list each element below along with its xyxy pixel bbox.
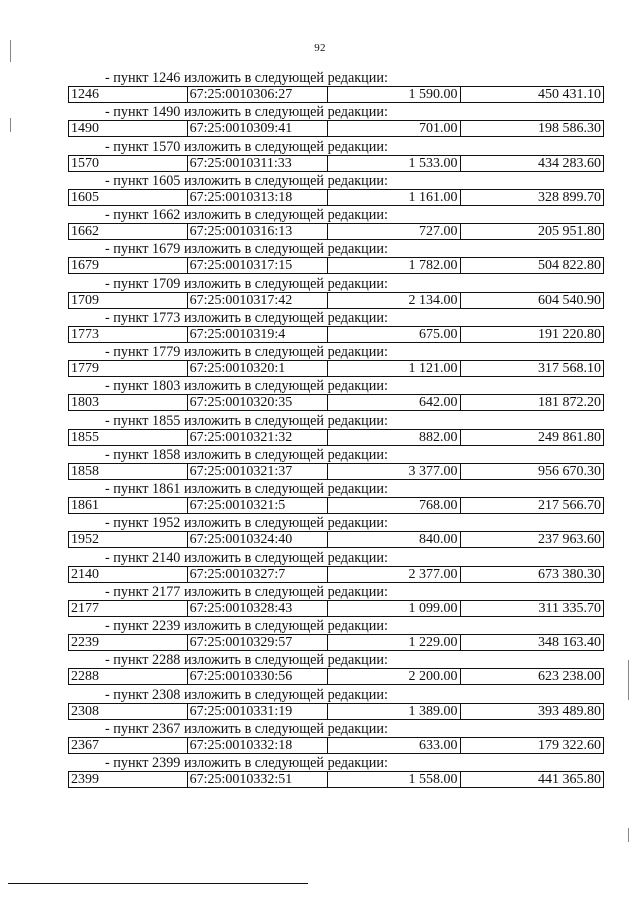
area-cell: 1 099.00 [328, 601, 461, 616]
amendment-heading [68, 515, 604, 531]
cadastral-number-cell: 67:25:0010331:19 [188, 704, 328, 719]
cadastral-number-cell: 67:25:0010320:1 [188, 361, 328, 376]
amendment-entry [68, 207, 604, 241]
heading-suffix: изложить в следующей редакции: [183, 515, 388, 532]
item-number-cell: 1570 [69, 156, 188, 171]
value-cell: 348 163.40 [538, 635, 601, 650]
scan-artifact [10, 40, 11, 62]
heading-item-number: 1803 [152, 378, 181, 395]
heading-prefix: - пункт [105, 172, 149, 189]
amendment-entry [68, 344, 604, 378]
cadastral-number-cell: 67:25:0010311:33 [188, 156, 328, 171]
area-cell: 882.00 [328, 430, 461, 445]
heading-suffix: изложить в следующей редакции: [183, 583, 388, 600]
footnote-separator [8, 883, 308, 884]
cadastral-number-cell: 67:25:0010321:32 [188, 430, 328, 445]
cadastral-number-cell: 67:25:0010329:57 [188, 635, 328, 650]
heading-suffix: изложить в следующей редакции: [183, 207, 388, 223]
amendment-heading [68, 481, 604, 497]
heading-prefix: - пункт [105, 275, 149, 292]
scan-artifact [10, 118, 11, 132]
heading-suffix: изложить в следующей редакции: [183, 720, 388, 737]
heading-item-number: 2367 [152, 720, 181, 737]
area-cell: 642.00 [328, 395, 461, 410]
table-row [68, 566, 604, 583]
cadastral-number-cell: 67:25:0010324:40 [188, 532, 328, 547]
area-cell: 1 121.00 [328, 361, 461, 376]
heading-suffix: изложить в следующей редакции: [183, 378, 388, 395]
heading-prefix: - пункт [105, 412, 149, 429]
heading-item-number: 1861 [152, 481, 181, 497]
area-cell: 3 377.00 [328, 464, 461, 479]
item-number-cell: 2308 [69, 704, 188, 719]
heading-prefix: - пункт [105, 583, 149, 600]
amendment-heading [68, 104, 604, 120]
item-number-cell: 1679 [69, 258, 188, 273]
amendment-entry [68, 378, 604, 412]
heading-item-number: 2140 [152, 549, 181, 566]
amendment-heading [68, 413, 604, 429]
area-cell: 1 558.00 [328, 772, 461, 787]
heading-prefix: - пункт [105, 755, 149, 771]
heading-item-number: 2288 [152, 652, 181, 669]
cadastral-number-cell: 67:25:0010317:15 [188, 258, 328, 273]
heading-suffix: изложить в следующей редакции: [183, 446, 388, 463]
heading-item-number: 2399 [152, 755, 181, 771]
heading-suffix: изложить в следующей редакции: [183, 241, 388, 258]
cadastral-number-cell: 67:25:0010332:18 [188, 738, 328, 753]
amendment-heading [68, 139, 604, 155]
area-cell: 2 134.00 [328, 293, 461, 308]
amendment-entry [68, 413, 604, 447]
heading-item-number: 1490 [152, 104, 181, 121]
value-cell: 604 540.90 [538, 292, 601, 308]
cadastral-number-cell: 67:25:0010316:13 [188, 224, 328, 239]
area-cell: 1 590.00 [328, 87, 461, 102]
item-number-cell: 2288 [69, 669, 188, 684]
area-cell: 727.00 [328, 224, 461, 239]
heading-item-number: 1246 [152, 70, 181, 86]
scan-artifact [628, 828, 629, 842]
area-cell: 1 533.00 [328, 156, 461, 171]
cadastral-number-cell: 67:25:0010317:42 [188, 293, 328, 308]
table-row [68, 634, 604, 651]
item-number-cell: 1662 [69, 224, 188, 239]
heading-item-number: 1662 [152, 207, 181, 223]
heading-item-number: 1773 [152, 309, 181, 326]
value-cell: 504 822.80 [538, 258, 601, 274]
amendment-entry [68, 618, 604, 652]
heading-suffix: изложить в следующей редакции: [183, 618, 388, 634]
cadastral-number-cell: 67:25:0010330:56 [188, 669, 328, 684]
heading-item-number: 2177 [152, 583, 181, 600]
cadastral-number-cell: 67:25:0010332:51 [188, 772, 328, 787]
heading-suffix: изложить в следующей редакции: [183, 686, 388, 703]
amendment-heading [68, 241, 604, 257]
heading-prefix: - пункт [105, 618, 149, 634]
area-cell: 1 389.00 [328, 704, 461, 719]
item-number-cell: 1779 [69, 361, 188, 376]
table-row [68, 86, 604, 103]
item-number-cell: 1709 [69, 293, 188, 308]
heading-prefix: - пункт [105, 138, 149, 155]
value-cell: 181 872.20 [538, 395, 601, 411]
cadastral-number-cell: 67:25:0010319:4 [188, 327, 328, 342]
heading-item-number: 1570 [152, 138, 181, 155]
heading-item-number: 1679 [152, 241, 181, 258]
amendment-heading [68, 344, 604, 360]
heading-prefix: - пункт [105, 70, 149, 86]
amendment-heading [68, 378, 604, 394]
table-row [68, 189, 604, 206]
heading-suffix: изложить в следующей редакции: [183, 275, 388, 292]
heading-prefix: - пункт [105, 344, 149, 360]
cadastral-number-cell: 67:25:0010327:7 [188, 567, 328, 582]
heading-item-number: 1952 [152, 515, 181, 532]
amendment-heading [68, 652, 604, 668]
heading-prefix: - пункт [105, 549, 149, 566]
amendment-heading [68, 207, 604, 223]
amendment-entry [68, 481, 604, 515]
heading-prefix: - пункт [105, 309, 149, 326]
item-number-cell: 2140 [69, 567, 188, 582]
cadastral-number-cell: 67:25:0010321:37 [188, 464, 328, 479]
heading-item-number: 1779 [152, 344, 181, 360]
table-row [68, 703, 604, 720]
cadastral-number-cell: 67:25:0010313:18 [188, 190, 328, 205]
heading-prefix: - пункт [105, 652, 149, 669]
value-cell: 205 951.80 [538, 224, 601, 239]
heading-prefix: - пункт [105, 720, 149, 737]
heading-item-number: 1605 [152, 172, 181, 189]
heading-suffix: изложить в следующей редакции: [183, 344, 388, 360]
heading-suffix: изложить в следующей редакции: [183, 481, 388, 497]
table-row [68, 429, 604, 446]
item-number-cell: 2239 [69, 635, 188, 650]
amendment-heading [68, 584, 604, 600]
cadastral-number-cell: 67:25:0010328:43 [188, 601, 328, 616]
amendment-heading [68, 755, 604, 771]
amendment-heading [68, 173, 604, 189]
table-row [68, 394, 604, 411]
item-number-cell: 1773 [69, 327, 188, 342]
value-cell: 393 489.80 [538, 703, 601, 719]
item-number-cell: 1605 [69, 190, 188, 205]
heading-prefix: - пункт [105, 207, 149, 223]
value-cell: 434 283.60 [538, 155, 601, 171]
amendment-entry [68, 70, 604, 104]
area-cell: 2 200.00 [328, 669, 461, 684]
amendments-list [68, 70, 604, 789]
heading-suffix: изложить в следующей редакции: [183, 104, 388, 121]
amendment-entry [68, 276, 604, 310]
heading-prefix: - пункт [105, 104, 149, 121]
value-cell: 956 670.30 [538, 463, 601, 479]
amendment-entry [68, 173, 604, 207]
value-cell: 217 566.70 [538, 498, 601, 513]
value-cell: 249 861.80 [538, 429, 601, 445]
amendment-heading [68, 618, 604, 634]
heading-item-number: 2308 [152, 686, 181, 703]
amendment-entry [68, 447, 604, 481]
value-cell: 450 431.10 [538, 87, 601, 102]
amendment-entry [68, 584, 604, 618]
value-cell: 328 899.70 [538, 189, 601, 205]
value-cell: 311 335.70 [538, 600, 601, 616]
item-number-cell: 1952 [69, 532, 188, 547]
cadastral-number-cell: 67:25:0010309:41 [188, 121, 328, 136]
heading-suffix: изложить в следующей редакции: [183, 652, 388, 669]
table-row [68, 223, 604, 240]
table-row [68, 531, 604, 548]
table-row [68, 326, 604, 343]
amendment-entry [68, 755, 604, 789]
heading-prefix: - пункт [105, 378, 149, 395]
heading-suffix: изложить в следующей редакции: [183, 755, 388, 771]
amendment-entry [68, 721, 604, 755]
heading-prefix: - пункт [105, 481, 149, 497]
item-number-cell: 1490 [69, 121, 188, 136]
heading-suffix: изложить в следующей редакции: [183, 309, 388, 326]
amendment-heading [68, 687, 604, 703]
table-row [68, 463, 604, 480]
page-number: 92 [314, 42, 326, 54]
value-cell: 191 220.80 [538, 326, 601, 342]
amendment-entry [68, 139, 604, 173]
area-cell: 1 229.00 [328, 635, 461, 650]
item-number-cell: 1803 [69, 395, 188, 410]
amendment-heading [68, 310, 604, 326]
table-row [68, 360, 604, 377]
item-number-cell: 1861 [69, 498, 188, 513]
item-number-cell: 2399 [69, 772, 188, 787]
heading-prefix: - пункт [105, 515, 149, 532]
item-number-cell: 1858 [69, 464, 188, 479]
cadastral-number-cell: 67:25:0010321:5 [188, 498, 328, 513]
amendment-heading [68, 70, 604, 86]
amendment-heading [68, 721, 604, 737]
value-cell: 673 380.30 [538, 566, 601, 582]
table-row [68, 737, 604, 754]
area-cell: 768.00 [328, 498, 461, 513]
heading-prefix: - пункт [105, 446, 149, 463]
item-number-cell: 2367 [69, 738, 188, 753]
area-cell: 840.00 [328, 532, 461, 547]
cadastral-number-cell: 67:25:0010306:27 [188, 87, 328, 102]
item-number-cell: 2177 [69, 601, 188, 616]
amendment-heading [68, 447, 604, 463]
table-row [68, 292, 604, 309]
amendment-entry [68, 550, 604, 584]
heading-suffix: изложить в следующей редакции: [183, 549, 388, 566]
heading-suffix: изложить в следующей редакции: [183, 70, 388, 86]
table-row [68, 120, 604, 137]
table-row [68, 771, 604, 788]
value-cell: 237 963.60 [538, 532, 601, 548]
table-row [68, 155, 604, 172]
area-cell: 701.00 [328, 121, 461, 136]
scan-artifact [628, 660, 629, 700]
heading-suffix: изложить в следующей редакции: [183, 412, 388, 429]
amendment-entry [68, 104, 604, 138]
table-row [68, 668, 604, 685]
heading-item-number: 2239 [152, 618, 181, 634]
heading-prefix: - пункт [105, 686, 149, 703]
table-row [68, 600, 604, 617]
heading-item-number: 1858 [152, 446, 181, 463]
heading-item-number: 1855 [152, 412, 181, 429]
value-cell: 441 365.80 [538, 772, 601, 787]
value-cell: 179 322.60 [538, 737, 601, 753]
amendment-heading [68, 276, 604, 292]
table-row [68, 257, 604, 274]
area-cell: 2 377.00 [328, 567, 461, 582]
area-cell: 633.00 [328, 738, 461, 753]
amendment-entry [68, 515, 604, 549]
heading-suffix: изложить в следующей редакции: [183, 138, 388, 155]
heading-suffix: изложить в следующей редакции: [183, 172, 388, 189]
item-number-cell: 1246 [69, 87, 188, 102]
table-row [68, 497, 604, 514]
item-number-cell: 1855 [69, 430, 188, 445]
amendment-entry [68, 652, 604, 686]
area-cell: 675.00 [328, 327, 461, 342]
heading-prefix: - пункт [105, 241, 149, 258]
amendment-entry [68, 687, 604, 721]
heading-item-number: 1709 [152, 275, 181, 292]
amendment-entry [68, 241, 604, 275]
value-cell: 198 586.30 [538, 121, 601, 137]
value-cell: 623 238.00 [538, 669, 601, 685]
value-cell: 317 568.10 [538, 361, 601, 376]
amendment-heading [68, 550, 604, 566]
cadastral-number-cell: 67:25:0010320:35 [188, 395, 328, 410]
area-cell: 1 782.00 [328, 258, 461, 273]
area-cell: 1 161.00 [328, 190, 461, 205]
amendment-entry [68, 310, 604, 344]
